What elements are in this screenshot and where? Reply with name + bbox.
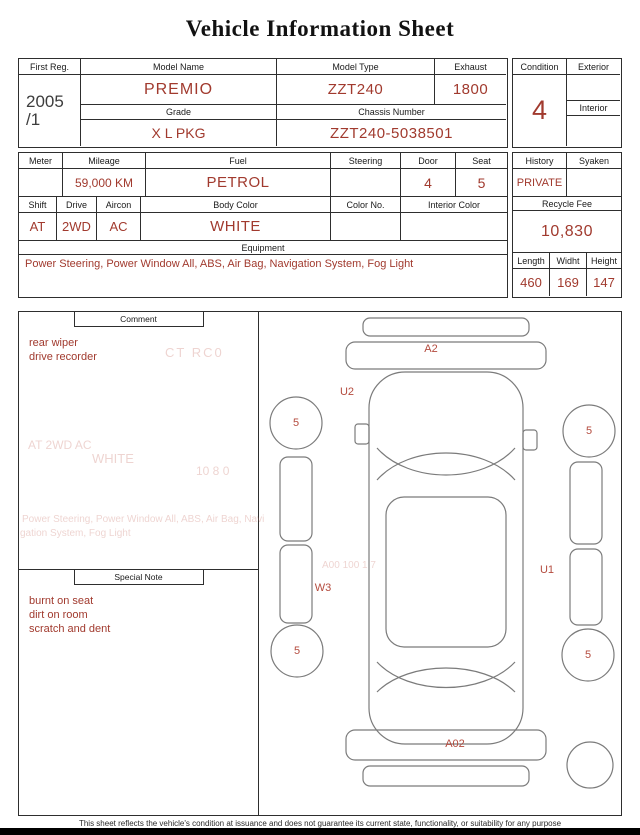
ghost-text: 10 8 0 bbox=[196, 464, 230, 478]
recycle-fee-value: 10,830 bbox=[513, 211, 621, 253]
notes-column bbox=[19, 312, 259, 815]
car-top-view-drawing bbox=[259, 312, 622, 814]
damage-mark-a2: A2 bbox=[424, 343, 438, 355]
history-fee-table bbox=[512, 152, 622, 298]
width-value: 169 bbox=[550, 269, 587, 296]
left-front-door-panel bbox=[280, 457, 312, 541]
comment-line: drive recorder bbox=[29, 351, 97, 363]
roof bbox=[386, 497, 506, 647]
aircon-value: AC bbox=[97, 213, 141, 241]
ghost-text: A00 100 1 7 bbox=[322, 560, 376, 571]
damage-mark-w3: W3 bbox=[314, 582, 332, 594]
steering-header: Steering bbox=[331, 153, 401, 169]
rear-strip bbox=[363, 766, 529, 786]
aircon-header: Aircon bbox=[97, 197, 141, 213]
ghost-text: AT 2WD AC bbox=[28, 438, 92, 452]
grade-header: Grade bbox=[81, 105, 277, 120]
color-no-value bbox=[331, 213, 401, 241]
damage-mark-a02: A02 bbox=[445, 738, 465, 750]
windshield-line bbox=[377, 448, 515, 475]
windshield-line bbox=[377, 453, 515, 480]
syaken-header: Syaken bbox=[567, 153, 621, 169]
wheel-grade-front-left: 5 bbox=[292, 417, 300, 429]
special-note-line: dirt on room bbox=[29, 609, 88, 621]
width-header: Widht bbox=[550, 253, 587, 269]
damage-mark-u1: U1 bbox=[539, 564, 555, 576]
condition-grade-value: 4 bbox=[513, 75, 567, 146]
rear-window-line bbox=[377, 668, 515, 692]
drive-value: 2WD bbox=[57, 213, 97, 241]
disclaimer-text: This sheet reflects the vehicle's condition at issuance and does not guarantee its current state, functionality, or suitability for any purpose bbox=[78, 819, 562, 828]
interior-grade-value bbox=[567, 116, 620, 146]
special-note-line: burnt on seat bbox=[29, 595, 94, 607]
wheel-grade-rear-left: 5 bbox=[293, 645, 301, 657]
shift-value: AT bbox=[19, 213, 57, 241]
car-body bbox=[369, 372, 523, 744]
model-type-value: ZZT240 bbox=[277, 75, 435, 105]
door-value: 4 bbox=[401, 169, 456, 197]
first-reg-value bbox=[19, 75, 81, 146]
history-header: History bbox=[513, 153, 567, 169]
model-type-header: Model Type bbox=[277, 59, 435, 75]
interior-header: Interior bbox=[567, 101, 620, 116]
equipment-header: Equipment bbox=[19, 241, 507, 255]
model-name-value: PREMIO bbox=[81, 75, 277, 105]
body-color-header: Body Color bbox=[141, 197, 331, 213]
door-header: Door bbox=[401, 153, 456, 169]
left-mirror bbox=[355, 424, 369, 444]
front-strip bbox=[363, 318, 529, 336]
comment-text bbox=[19, 327, 258, 364]
grade-value: X L PKG bbox=[81, 120, 277, 146]
height-value: 147 bbox=[593, 275, 615, 290]
meter-value bbox=[19, 169, 63, 197]
right-front-door-panel bbox=[570, 462, 602, 544]
special-note-line: scratch and dent bbox=[29, 623, 111, 635]
special-note-text bbox=[19, 585, 258, 636]
left-rear-door-panel bbox=[280, 545, 312, 623]
page-title: Vehicle Information Sheet bbox=[185, 16, 455, 41]
exhaust-header: Exhaust bbox=[435, 59, 506, 75]
ghost-text: WHITE bbox=[92, 451, 134, 466]
mileage-value: 59,000 KM bbox=[63, 169, 146, 197]
interior-color-header: Interior Color bbox=[401, 197, 507, 213]
special-note-header: Special Note bbox=[74, 570, 204, 585]
registration-table bbox=[18, 58, 508, 148]
meter-header: Meter bbox=[19, 153, 63, 169]
comment-area bbox=[19, 312, 258, 569]
first-reg-header: First Reg. bbox=[19, 59, 81, 75]
steering-value bbox=[331, 169, 401, 197]
first-reg-month: /1 bbox=[26, 109, 41, 129]
wheel-grade-front-right: 5 bbox=[585, 425, 593, 437]
car-damage-diagram bbox=[259, 312, 622, 814]
height-header: Height bbox=[587, 253, 621, 269]
model-name-header: Model Name bbox=[81, 59, 277, 75]
condition-table bbox=[512, 58, 622, 148]
damage-mark-u2: U2 bbox=[339, 386, 355, 398]
body-color-value: WHITE bbox=[141, 213, 331, 241]
specs-table bbox=[18, 152, 508, 298]
condition-header: Condition bbox=[513, 59, 567, 75]
fuel-value: PETROL bbox=[146, 169, 331, 197]
length-header: Length bbox=[513, 253, 550, 269]
exhaust-value: 1800 bbox=[435, 75, 506, 105]
first-reg-year: 2005 bbox=[26, 91, 64, 111]
ghost-text: gation System, Fog Light bbox=[20, 528, 131, 539]
seat-value: 5 bbox=[456, 169, 507, 197]
wheel-grade-rear-right: 5 bbox=[584, 649, 592, 661]
rear-window-line bbox=[377, 662, 515, 688]
front-bumper bbox=[346, 342, 546, 369]
chassis-number-header: Chassis Number bbox=[277, 105, 506, 120]
shift-header: Shift bbox=[19, 197, 57, 213]
chassis-number-value: ZZT240-5038501 bbox=[330, 124, 453, 142]
mileage-header: Mileage bbox=[63, 153, 146, 169]
drive-header: Drive bbox=[57, 197, 97, 213]
ghost-text: CT RC0 bbox=[165, 345, 224, 360]
ghost-text: Power Steering, Power Window All, ABS, Air Bag, Navi bbox=[22, 514, 265, 525]
equipment-value: Power Steering, Power Window All, ABS, Air Bag, Navigation System, Fog Light bbox=[25, 258, 414, 270]
syaken-value bbox=[567, 169, 621, 197]
special-note-area bbox=[19, 569, 258, 815]
right-rear-door-panel bbox=[570, 549, 602, 625]
comment-line: rear wiper bbox=[29, 337, 78, 349]
scan-edge-bar bbox=[0, 828, 640, 835]
history-value: PRIVATE bbox=[513, 169, 567, 197]
recycle-fee-header: Recycle Fee bbox=[513, 197, 621, 211]
exterior-header: Exterior bbox=[567, 59, 620, 75]
interior-color-value bbox=[401, 213, 507, 241]
comment-header: Comment bbox=[74, 312, 204, 327]
right-mirror bbox=[523, 430, 537, 450]
condition-detail-section bbox=[18, 311, 622, 816]
length-value: 460 bbox=[513, 269, 550, 296]
exterior-grade-value bbox=[567, 75, 620, 101]
fuel-header: Fuel bbox=[146, 153, 331, 169]
seat-header: Seat bbox=[456, 153, 507, 169]
spare-wheel bbox=[567, 742, 613, 788]
color-no-header: Color No. bbox=[331, 197, 401, 213]
